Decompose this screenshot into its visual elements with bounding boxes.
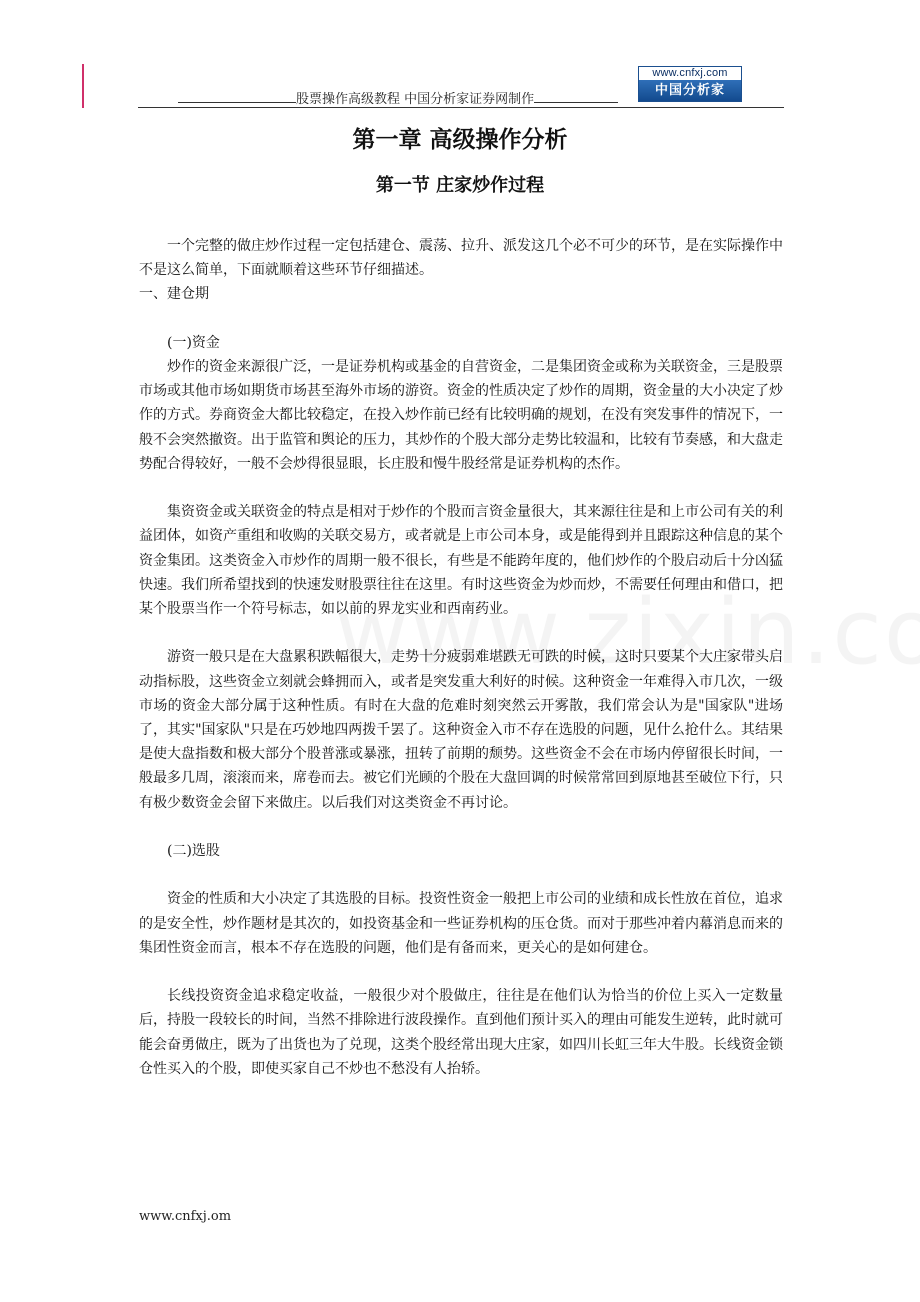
spacer — [139, 621, 783, 645]
paragraph-funds-2: 集资资金或关联资金的特点是相对于炒作的个股而言资金量很大，其来源往往是和上市公司有关的利益团体，如资产重组和收购的关联交易方，或者就是上市公司本身，或是能得到并且跟踪这种信息的某个资金集团。这类资金入市炒作的周期一般不很长，有些是不能跨年度的，他们炒作的个股启动后十分凶猛快速。我们所希望找到的快速发财股票往往在这里。有时这些资金为炒而炒，不需要任何理由和借口，把某个股票当作一个符号标志，如以前的界龙实业和西南药业。 — [139, 504, 783, 618]
header-underline-left — [178, 88, 296, 103]
header-rule — [138, 107, 784, 108]
header-underline-right — [534, 88, 618, 103]
margin-mark — [82, 64, 84, 108]
logo-url: www.cnfxj.com — [652, 67, 728, 79]
page-header — [138, 66, 784, 108]
footer-url: www.cnfxj.om — [139, 1209, 232, 1224]
header-text — [178, 88, 618, 107]
paragraph-selection-1: 资金的性质和大小决定了其选股的目标。投资性资金一般把上市公司的业绩和成长性放在首位，追求的是安全性，炒作题材是其次的，如投资基金和一些证券机构的压仓货。而对于那些冲着内幕消息而来的集团性资金而言，根本不存在选股的问题，他们是有备而来，更关心的是如何建仓。 — [139, 891, 783, 956]
cnfxj-logo — [638, 66, 742, 102]
section-title: 第一节 庄家炒作过程 — [375, 175, 545, 196]
heading-jiancang: 一、建仓期 — [139, 286, 209, 303]
logo-name: 中国分析家 — [639, 80, 741, 101]
subheading-funds: (一)资金 — [167, 334, 220, 351]
spacer — [139, 815, 783, 839]
subheading-stock-selection: (二)选股 — [167, 843, 220, 860]
spacer — [139, 863, 783, 887]
document-body — [139, 234, 783, 1081]
paragraph-selection-2: 长线投资资金追求稳定收益，一般很少对个股做庄，往往是在他们认为恰当的价位上买入一定数量后，持股一段较长的时间，当然不排除进行波段操作。直到他们预计买入的理由可能发生逆转，此时就可能会奋勇做庄，既为了出货也为了兑现，这类个股经常出现大庄家，如四川长虹三年大牛股。长线资金锁仓性买入的个股，即使买家自己不炒也不愁没有人抬轿。 — [139, 988, 783, 1077]
paragraph-funds-3: 游资一般只是在大盘累积跌幅很大，走势十分疲弱难堪跌无可跌的时候，这时只要某个大庄家带头启动指标股，这些资金立刻就会蜂拥而入，或者是突发重大利好的时候。这种资金一年难得入市几次，一级市场的资金大部分属于这种性质。有时在大盘的危难时刻突然云开雾散，我们常会认为是"国家队"进场了，其实"国家队"只是在巧妙地四两拨千罢了。这种资金入市不存在选股的问题，见什么抢什么。其结果是使大盘指数和极大部分个股普涨或暴涨，扭转了前期的颓势。这些资金不会在市场内停留很长时间，一般最多几周，滚滚而来，席卷而去。被它们光顾的个股在大盘回调的时候常常回到原地甚至破位下行，只有极少数资金会留下来做庄。以后我们对这类资金不再讨论。 — [139, 649, 783, 811]
spacer — [139, 307, 783, 331]
spacer — [139, 960, 783, 984]
spacer — [139, 476, 783, 500]
chapter-title: 第一章 高级操作分析 — [352, 127, 568, 153]
paragraph-funds-1: 炒作的资金来源很广泛，一是证券机构或基金的自营资金，二是集团资金或称为关联资金，三是股票市场或其他市场如期货市场甚至海外市场的游资。资金的性质决定了炒作的周期，资金量的大小决定了炒作的方式。券商资金大都比较稳定，在投入炒作前已经有比较明确的规划，在没有突发事件的情况下，一般不会突然撤资。出于监管和舆论的压力，其炒作的个股大部分走势比较温和，比较有节奏感，和大盘走势配合得较好，一般不会炒得很显眼，长庄股和慢牛股经常是证券机构的杰作。 — [139, 359, 783, 472]
header-title: 股票操作高级教程 中国分析家证券网制作 — [296, 92, 535, 107]
paragraph-intro: 一个完整的做庄炒作过程一定包括建仓、震荡、拉升、派发这几个必不可少的环节，是在实际操作中不是这么简单，下面就顺着这些环节仔细描述。 — [139, 238, 783, 279]
